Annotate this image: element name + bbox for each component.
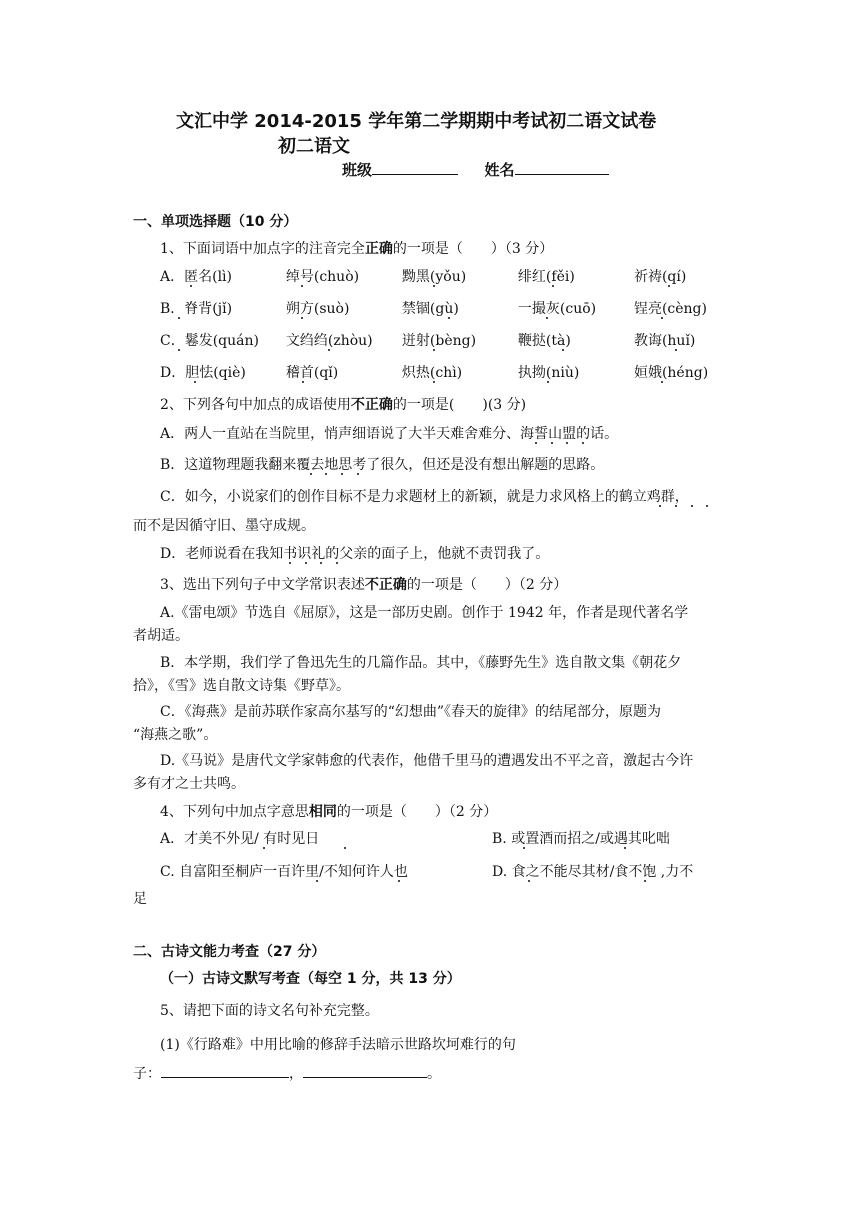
q2-option-c-line1: C．如今，小说家们的创作目标不是力求题材上的新颖，就是力求风格上的鹤立鸡群， bbox=[160, 489, 689, 505]
exam-subtitle: 初二语文 bbox=[278, 136, 350, 157]
q3-option-a-line2: 者胡适。 bbox=[133, 628, 189, 644]
q1-stem: 1、下面词语中加点字的注音完全正确的一项是（ ）（3 分） bbox=[160, 241, 554, 257]
q2-option-d: D．老师说看在我知书识礼的父亲的面子上，他就不责罚我了。 bbox=[160, 546, 550, 562]
exam-title: 文汇中学 2014-2015 学年第二学期期中考试初二语文试卷 bbox=[176, 111, 657, 132]
q3-option-c-line1: C．《海燕》是前苏联作家高尔基写的“幻想曲”《春天的旋律》的结尾部分，原题为 bbox=[160, 704, 662, 720]
q4-option-a: A．才美不外见/ 有时见日 bbox=[160, 831, 320, 847]
q1-row-d: D．胆怯(qiè) 稽首(qǐ) 炽热(chì) 执拗(niù) 姮娥(héng) bbox=[160, 365, 709, 381]
q4-stem: 4、下列句中加点字意思相同的一项是（ ）（2 分） bbox=[160, 804, 498, 820]
q2-option-b: B．这道物理题我翻来覆去地思考了很久，但还是没有想出解题的思路。 bbox=[160, 457, 605, 473]
q5-item1-line1: (1)《行路难》中用比喻的修辞手法暗示世路坎坷难行的句 bbox=[160, 1037, 516, 1053]
q3-option-d-line1: D.《马说》是唐代文学家韩愈的代表作，他借千里马的遭遇发出不平之音，激起古今许 bbox=[160, 753, 694, 769]
q2-stem: 2、下列各句中加点的成语使用不正确的一项是( )(3 分) bbox=[160, 397, 527, 413]
q3-option-b-line2: 拾》，《雪》选自散文诗集《野草》。 bbox=[133, 678, 350, 694]
class-blank[interactable] bbox=[372, 160, 458, 175]
q4-option-b: B. 或置酒而招之/或遇其叱咄 bbox=[492, 831, 670, 847]
class-label: 班级 bbox=[342, 161, 373, 179]
name-label: 姓名 bbox=[484, 161, 515, 179]
section2-subheading: （一）古诗文默写考查（每空 1 分，共 13 分） bbox=[160, 971, 461, 987]
q3-option-d-line2: 多有才之士共鸣。 bbox=[133, 776, 245, 792]
q2-option-c-line2: 而不是因循守旧、墨守成规。 bbox=[133, 518, 315, 534]
q3-option-a-line1: A.《雷电颂》节选自《屈原》，这是一部历史剧。创作于 1942 年，作者是现代著名学 bbox=[160, 605, 689, 621]
section1-heading: 一、单项选择题（10 分） bbox=[133, 214, 298, 230]
q2-option-a: A．两人一直站在当院里，悄声细语说了大半天难舍难分、海誓山盟的话。 bbox=[160, 426, 619, 442]
q5-stem: 5、请把下面的诗文名句补充完整。 bbox=[160, 1003, 379, 1019]
name-blank[interactable] bbox=[515, 160, 609, 175]
class-name-line bbox=[342, 159, 609, 180]
q4-option-c: C. 自富阳至桐庐一百许里/不知何许人也 bbox=[160, 864, 408, 880]
q4-option-d-line2: 足 bbox=[133, 891, 147, 907]
q3-option-c-line2: “海燕之歌”。 bbox=[133, 727, 218, 743]
answer-blank-1[interactable] bbox=[161, 1063, 289, 1078]
q4-option-d-line1: D. 食之不能尽其材/食不饱 ,力不 bbox=[492, 864, 694, 880]
q3-option-b-line1: B．本学期，我们学了鲁迅先生的几篇作品。其中，《藤野先生》选自散文集《朝花夕 bbox=[160, 655, 682, 671]
q1-row-b: B．脊背(jǐ) 朔方(suò) 禁锢(gù) 一撮灰(cuō) 锃亮(cèng) bbox=[160, 301, 707, 317]
answer-blank-2[interactable] bbox=[303, 1063, 427, 1078]
q1-row-a: A．匿名(lì) 绰号(chuò) 黝黑(yǒu) 绯红(fěi) 祈祷(qí) bbox=[160, 269, 687, 285]
q5-item1-line2: 子： ， 。 bbox=[133, 1063, 441, 1083]
q1-row-c: C．鬈发(quán) 文绉绉(zhòu) 迸射(bèng) 鞭挞(tà) 教诲(huǐ) bbox=[160, 333, 696, 349]
q3-stem: 3、选出下列句子中文学常识表述不正确的一项是（ ）（2 分） bbox=[160, 577, 568, 593]
section2-heading: 二、古诗文能力考查（27 分） bbox=[133, 944, 326, 960]
